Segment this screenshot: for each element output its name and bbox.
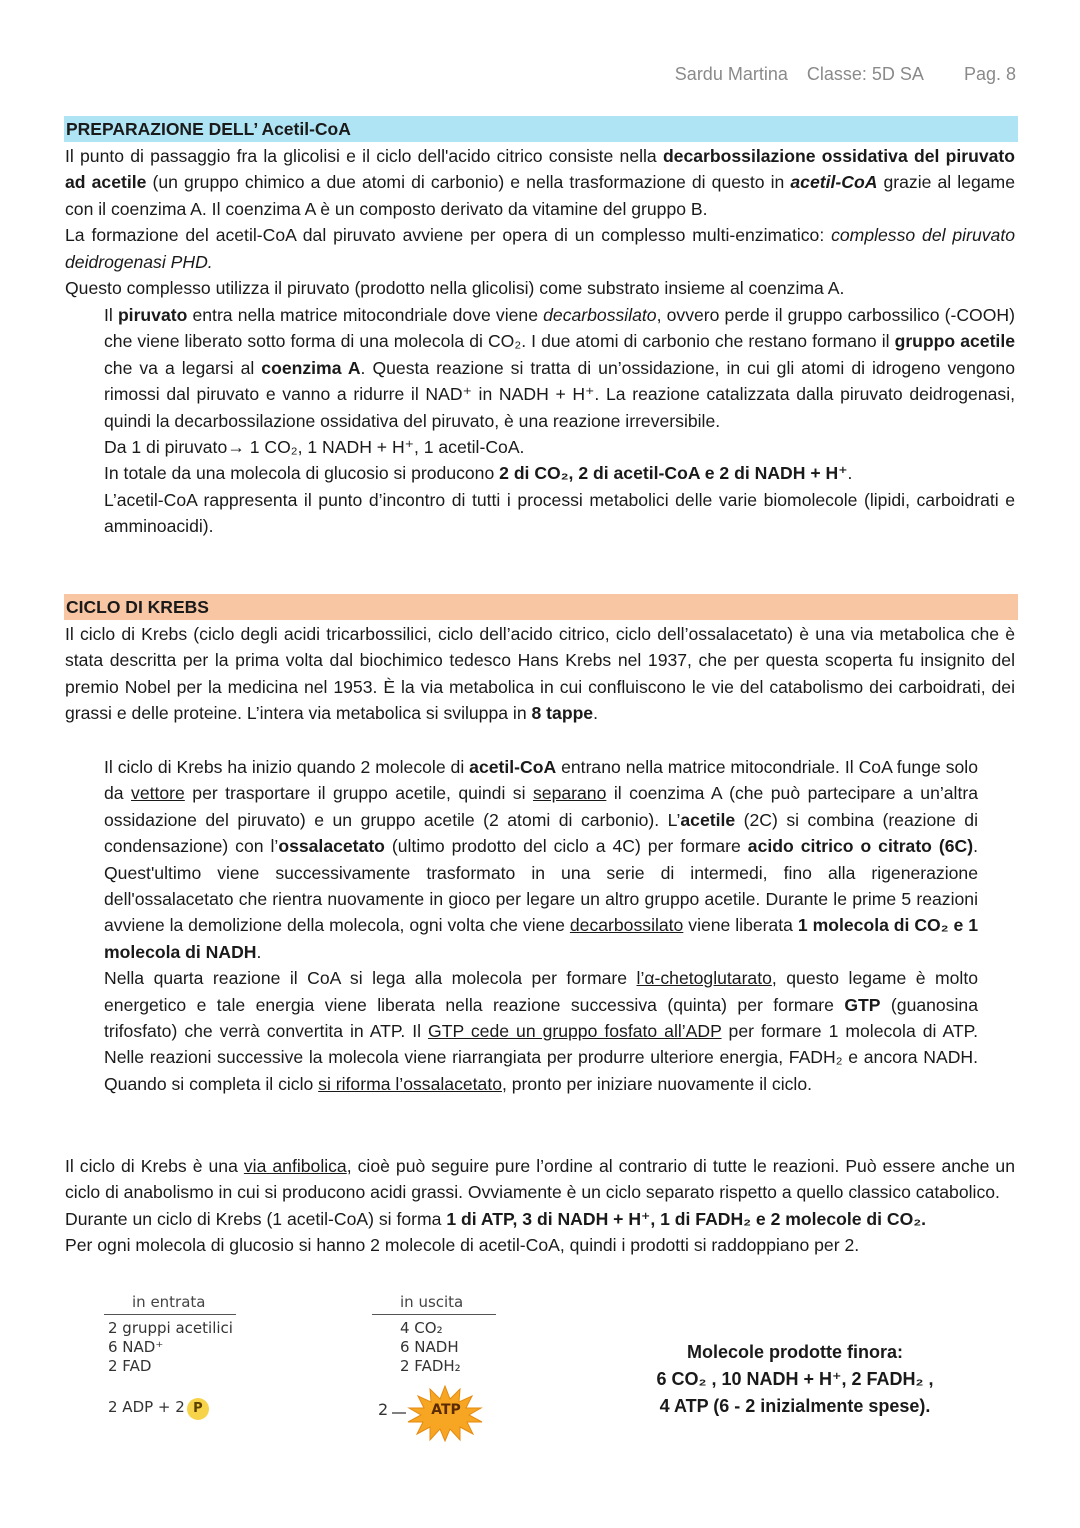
- summary-line: 4 ATP (6 - 2 inizialmente spese).: [659, 1396, 931, 1416]
- section2-intro: [65, 621, 1015, 727]
- summary-title: Molecole prodotte finora:: [687, 1342, 903, 1362]
- atp-label: ATP: [431, 1402, 461, 1418]
- section2-summary-text: [65, 1153, 1015, 1259]
- paragraph: Nella quarta reazione il CoA si lega alla molecola per formare l’α-chetoglutarato, questo legame è molto energetico e tale energia viene liberata nella reazione successiva (quinta) per formare GTP (guanosina trifosfato) che verrà convertita in ATP. Il GTP cede un gruppo fosfato all’ADP per formare 1 molecola di ATP. Nelle reazioni successive la molecola viene riarrangiata per produrre ulteriore energia, FADH₂ e ancora NADH. Quando si completa il ciclo si riforma l’ossalacetato, pronto per iniziare nuovamente il ciclo.: [104, 968, 978, 1094]
- page-number: Pag. 8: [963, 64, 1016, 84]
- paragraph: Il ciclo di Krebs ha inizio quando 2 molecole di acetil-CoA entrano nella matrice mitocondriale. Il CoA funge solo da vettore per trasportare il gruppo acetile, quindi si separano il coenzima A (che può partecipare a un’altra ossidazione del piruvato) e un gruppo acetile (2 atomi di carbonio). L’acetile (2C) si combina (reazione di condensazione) con l’ossalacetato (ultimo prodotto del ciclo a 4C) per formare acido citrico o citrato (6C). Quest'ultimo viene successivamente trasformato in una serie di intermedi, fino alla rigenerazione dell'ossalacetato che rientra nuovamente in gioco per legare un altro gruppo acetile. Durante le prime 5 reazioni avviene la demolizione della molecola, ogni volta che viene decarbossilato viene liberata 1 molecola di CO₂ e 1 molecola di NADH.: [104, 757, 978, 962]
- output-table: [372, 1293, 496, 1376]
- paragraph: Il punto di passaggio fra la glicolisi e il ciclo dell'acido citrico consiste nella decarbossilazione ossidativa del piruvato ad acetile (un gruppo chimico a due atomi di carbonio) e nella trasformazione di questo in acetil-CoA grazie al legame con il coenzima A. Il coenzima A è un composto derivato da vitamine del gruppo B.: [65, 146, 1016, 219]
- section-title-ciclo-di-krebs: CICLO DI KREBS: [64, 594, 1018, 620]
- output-item: 4 CO₂: [400, 1319, 443, 1337]
- author-name: Sardu Martina: [674, 64, 788, 84]
- phosphate-icon: P: [187, 1398, 209, 1420]
- paragraph: Questo complesso utilizza il piruvato (prodotto nella glicolisi) come substrato insieme al coenzima A.: [65, 278, 845, 299]
- output-item: 6 NADH: [400, 1338, 459, 1356]
- paragraph: Il piruvato entra nella matrice mitocondriale dove viene decarbossilato, ovvero perde il gruppo carbossilico (-COOH) che viene liberato sotto forma di una molecola di CO₂. I due atomi di carbonio che restano formano il gruppo acetile che va a legarsi al coenzima A. Questa reazione si tratta di un’ossidazione, in cui gli atomi di idrogeno vengono rimossi dal piruvato e vanno a ridurre il NAD⁺ in NADH + H⁺. La reazione catalizzata dalla piruvato deidrogenasi, quindi la decarbossilazione ossidativa del piruvato, è una reazione irreversibile.: [104, 305, 1016, 431]
- input-item: 2 gruppi acetilici: [108, 1319, 233, 1337]
- input-item: 2 FAD: [108, 1357, 152, 1375]
- paragraph: La formazione del acetil-CoA dal piruvato avviene per opera di un complesso multi-enzimatico: complesso del piruvato deidrogenasi PHD.: [65, 225, 1015, 272]
- paragraph: In totale da una molecola di glucosio si producono 2 di CO₂, 2 di acetil-CoA e 2 di NADH + H⁺.: [104, 463, 853, 484]
- paragraph: L’acetil-CoA rappresenta il punto d’incontro di tutti i processi metabolici delle varie biomolecole (lipidi, carboidrati e amminoacidi).: [104, 489, 1015, 537]
- input-header: in entrata: [104, 1293, 236, 1315]
- paragraph: Il ciclo di Krebs (ciclo degli acidi tricarbossilici, ciclo dell’acido citrico, ciclo dell’ossalacetato) è una via metabolica che è stata descritta per la prima volta dal biochimico tedesco Hans Krebs nel 1937, che per questa scoperta fu insignito del premio Nobel per la medicina nel 1953. È la via metabolica in cui confluiscono le vie del catabolismo dei carboidrati, dei grassi e delle proteine. L’intera via metabolica si sviluppa in 8 tappe.: [65, 624, 1015, 724]
- section1-intro: [65, 143, 1015, 301]
- output-item: 2 FADH₂: [400, 1357, 461, 1375]
- input-item: 6 NAD⁺: [108, 1338, 164, 1356]
- paragraph: Il ciclo di Krebs è una via anfibolica, cioè può seguire pure l’ordine al contrario di tutte le reazioni. Può essere anche un ciclo di anabolismo in cui si producono acidi grassi. Ovviamente è un ciclo separato rispetto a quello classico catabolico.: [65, 1156, 1015, 1203]
- page-header: [661, 64, 1016, 85]
- section1-detail: [104, 302, 1015, 540]
- paragraph: Durante un ciclo di Krebs (1 acetil-CoA) si forma 1 di ATP, 3 di NADH + H⁺, 1 di FADH₂ e 2 molecole di CO₂.: [65, 1208, 927, 1229]
- produced-molecules-summary: [620, 1339, 970, 1420]
- adp-label: 2 ADP + 2: [108, 1398, 185, 1416]
- class-label: Classe: 5D SA: [806, 64, 923, 84]
- section2-detail: [104, 754, 978, 1097]
- adp-input: [104, 1398, 236, 1420]
- paragraph: Per ogni molecola di glucosio si hanno 2 molecole di acetil-CoA, quindi i prodotti si raddoppiano per 2.: [65, 1235, 860, 1256]
- summary-line: 6 CO₂ , 10 NADH + H⁺, 2 FADH₂ ,: [656, 1369, 934, 1389]
- atp-count: 2: [378, 1400, 389, 1419]
- section-title-acetil-coa: PREPARAZIONE DELL’ Acetil-CoA: [64, 116, 1018, 142]
- output-header: in uscita: [372, 1293, 496, 1315]
- input-table: [104, 1293, 236, 1420]
- paragraph: Da 1 di piruvato→ 1 CO₂, 1 NADH + H⁺, 1 acetil-CoA.: [104, 437, 525, 458]
